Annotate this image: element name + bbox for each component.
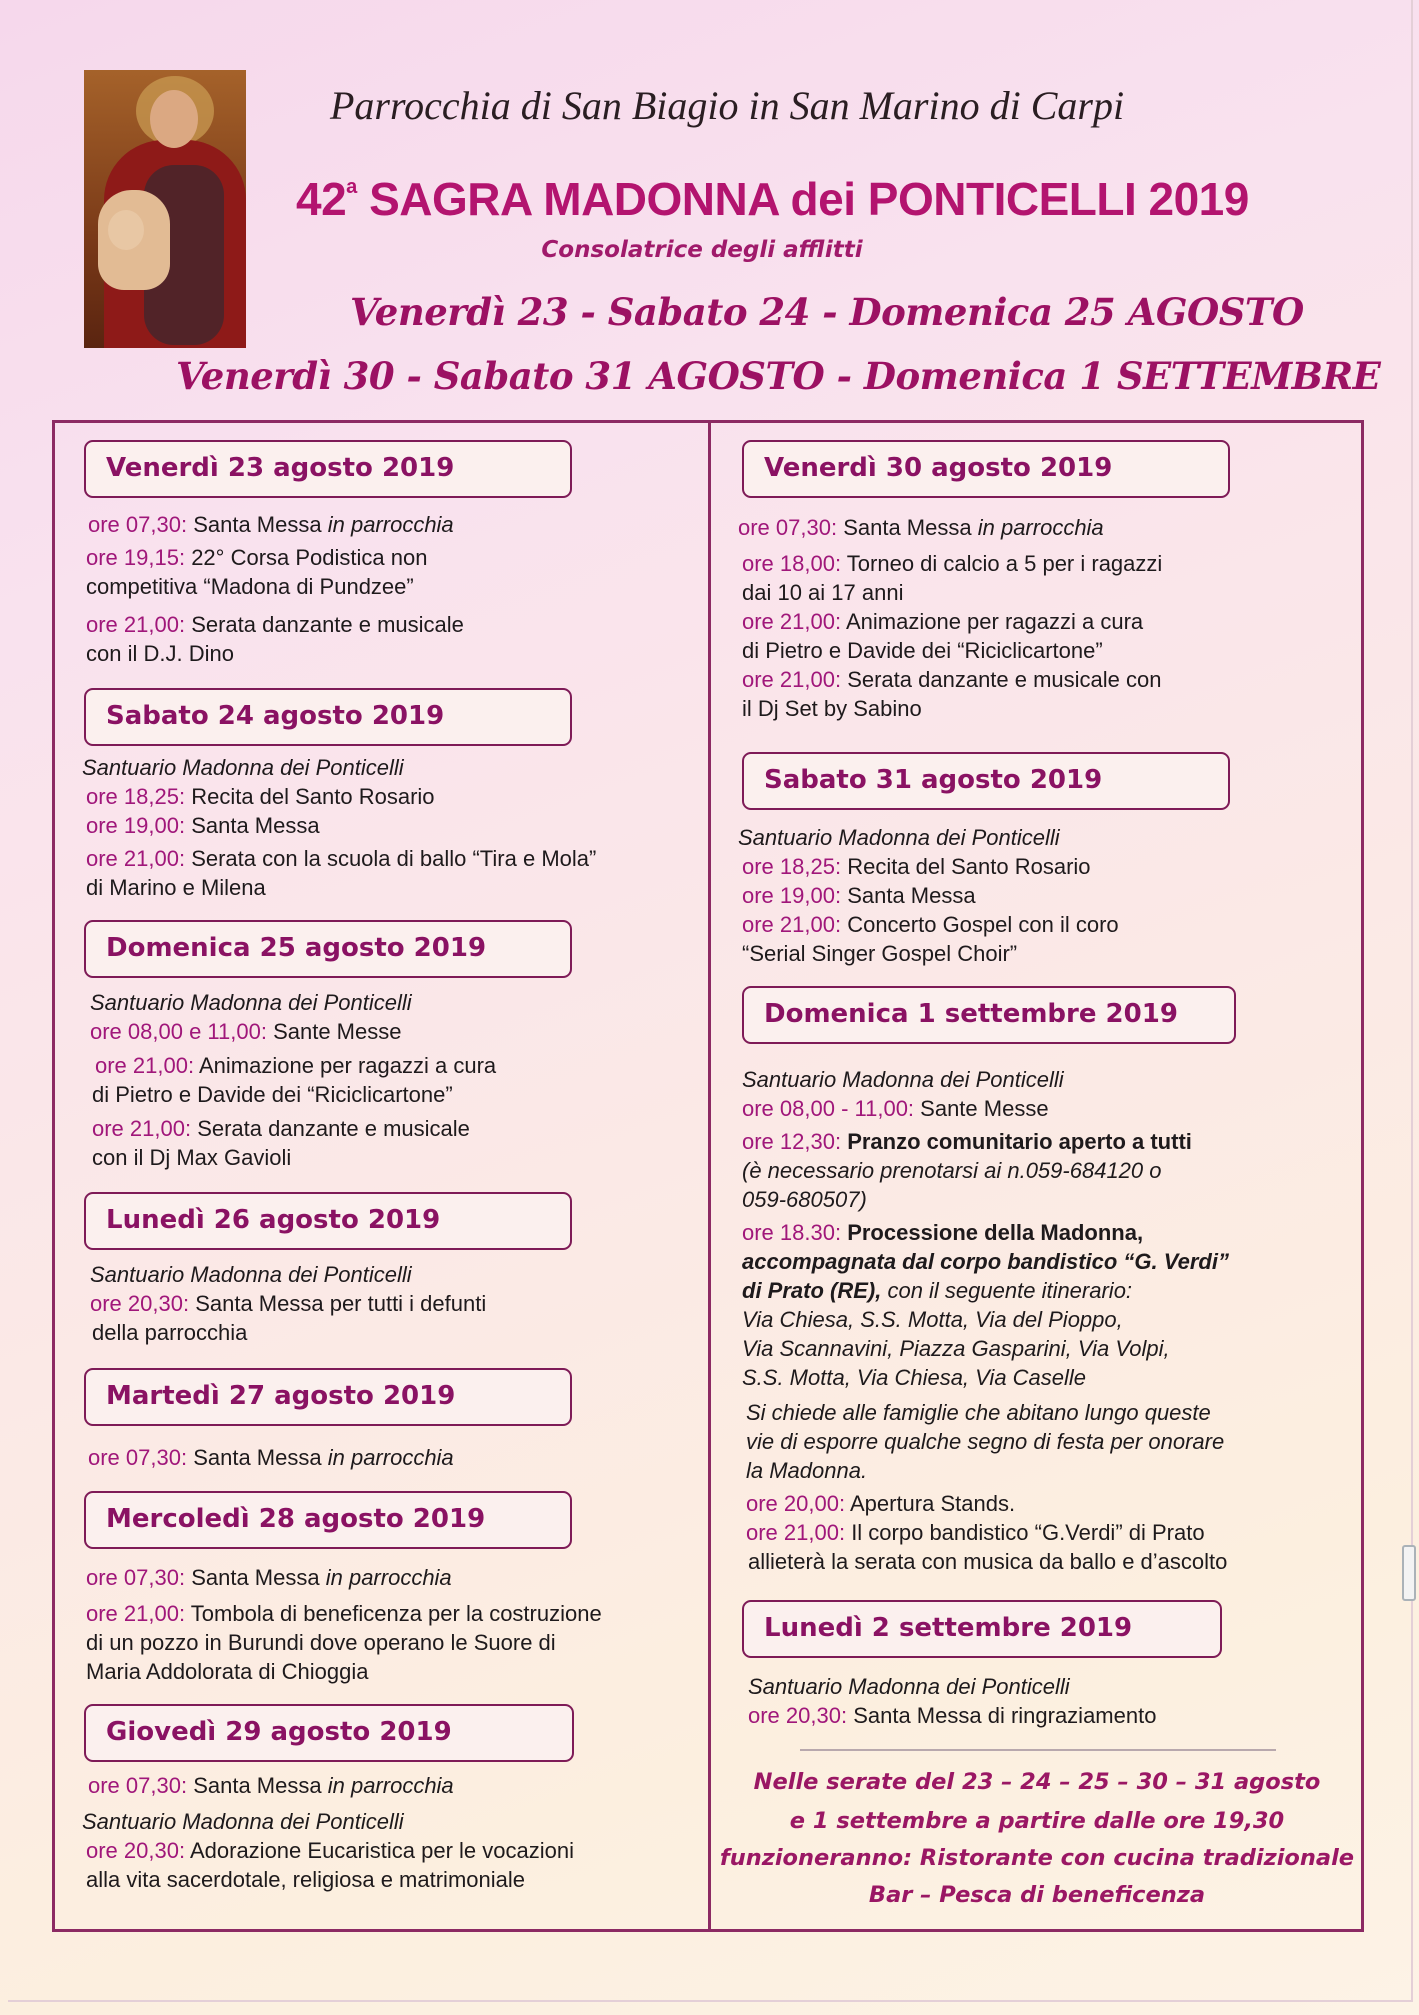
schedule-line: competitiva “Madona di Pundzee” [86, 574, 414, 599]
schedule-line: della parrocchia [92, 1320, 248, 1345]
dates-line-2: Venerdì 30 - Sabato 31 AGOSTO - Domenica 1 SETTEMBRE [176, 354, 1381, 398]
schedule-line: di Pietro e Davide dei “Riciclicartone” [742, 638, 1103, 663]
venue-line: Santuario Madonna dei Ponticelli [738, 825, 1060, 850]
schedule-line: ore 21,00: Serata con la scuola di ballo “Tira e Mola” [86, 846, 597, 871]
schedule-line: ore 21,00: Serata danzante e musicale [86, 612, 464, 637]
schedule-line: S.S. Motta, Via Chiesa, Via Caselle [742, 1365, 1087, 1390]
day-header: Mercoledì 28 agosto 2019 [84, 1491, 572, 1549]
schedule-line: ore 07,30: Santa Messa in parrocchia [86, 1565, 452, 1590]
schedule-line: Si chiede alle famiglie che abitano lungo queste [746, 1400, 1211, 1425]
venue-line: Santuario Madonna dei Ponticelli [90, 1262, 412, 1287]
schedule-line: ore 07,30: Santa Messa in parrocchia [88, 1445, 454, 1470]
schedule-line: ore 21,00: Tombola di beneficenza per la costruzione [86, 1601, 602, 1626]
day-header: Venerdì 30 agosto 2019 [742, 440, 1230, 498]
schedule-line: ore 07,30: Santa Messa in parrocchia [88, 512, 454, 537]
schedule-line: dai 10 ai 17 anni [742, 580, 904, 605]
schedule-line: ore 21,00: Serata danzante e musicale [92, 1116, 470, 1141]
schedule-line: vie di esporre qualche segno di festa per onorare [746, 1429, 1225, 1454]
schedule-line: accompagnata dal corpo bandistico “G. Verdi” [742, 1249, 1229, 1274]
day-header: Giovedì 29 agosto 2019 [84, 1704, 574, 1762]
schedule-line: la Madonna. [746, 1458, 868, 1483]
event-title: 42$^a$ SAGRA MADONNA dei PONTICELLI 2019 [296, 173, 1249, 225]
schedule-line: con il D.J. Dino [86, 641, 234, 666]
column-divider [708, 420, 711, 1932]
schedule-line: ore 12,30: Pranzo comunitario aperto a tutti [742, 1129, 1192, 1154]
schedule-line: ore 19,00: Santa Messa [86, 813, 320, 838]
schedule-line: di un pozzo in Burundi dove operano le Suore di [86, 1630, 556, 1655]
schedule-line: con il Dj Max Gavioli [92, 1145, 292, 1170]
schedule-line: di Pietro e Davide dei “Riciclicartone” [92, 1082, 453, 1107]
schedule-line: ore 18,25: Recita del Santo Rosario [742, 854, 1091, 879]
parish-name: Parrocchia di San Biagio in San Marino di Carpi [330, 83, 1125, 128]
venue-line: Santuario Madonna dei Ponticelli [742, 1067, 1064, 1092]
schedule-line: ore 21,00: Animazione per ragazzi a cura [95, 1053, 497, 1078]
venue-line: Santuario Madonna dei Ponticelli [82, 1809, 404, 1834]
schedule-line: ore 19,00: Santa Messa [742, 883, 976, 908]
schedule-line: ore 21,00: Serata danzante e musicale con [742, 667, 1162, 692]
schedule-line: Via Chiesa, S.S. Motta, Via del Pioppo, [742, 1307, 1123, 1332]
day-header: Sabato 24 agosto 2019 [84, 688, 572, 746]
schedule-line: ore 19,15: 22° Corsa Podistica non [86, 545, 428, 570]
schedule-line: “Serial Singer Gospel Choir” [742, 941, 1018, 966]
closing-note: e 1 settembre a partire dalle ore 19,30 [789, 1808, 1285, 1834]
venue-line: Santuario Madonna dei Ponticelli [748, 1674, 1070, 1699]
schedule-line: ore 08,00 - 11,00: Sante Messe [742, 1096, 1049, 1121]
scrollbar-handle[interactable] [1402, 1545, 1416, 1601]
schedule-line: ore 07,30: Santa Messa in parrocchia [88, 1773, 454, 1798]
dates-line-1: Venerdì 23 - Sabato 24 - Domenica 25 AGOSTO [350, 290, 1304, 334]
schedule-line: ore 20,30: Santa Messa di ringraziamento [748, 1703, 1157, 1728]
separator-line [800, 1749, 1276, 1751]
schedule-line: di Prato (RE), con il seguente itinerario: [742, 1278, 1133, 1303]
schedule-line: (è necessario prenotarsi ai n.059-684120 o [742, 1158, 1162, 1183]
schedule-line: ore 21,00: Concerto Gospel con il coro [742, 912, 1119, 937]
schedule-line: allieterà la serata con musica da ballo e d’ascolto [748, 1549, 1228, 1574]
schedule-line: ore 21,00: Animazione per ragazzi a cura [742, 609, 1144, 634]
day-header: Lunedì 26 agosto 2019 [84, 1192, 572, 1250]
closing-note: Bar – Pesca di beneficenza [868, 1882, 1206, 1908]
day-header: Sabato 31 agosto 2019 [742, 752, 1230, 810]
schedule-line: ore 08,00 e 11,00: Sante Messe [90, 1019, 402, 1044]
schedule-line: 059-680507) [742, 1187, 867, 1212]
day-header: Martedì 27 agosto 2019 [84, 1368, 572, 1426]
schedule-line: ore 18,25: Recita del Santo Rosario [86, 784, 435, 809]
madonna-painting-image [84, 70, 246, 348]
schedule-line: ore 20,30: Santa Messa per tutti i defunti [90, 1291, 487, 1316]
closing-note: funzioneranno: Ristorante con cucina tradizionale [719, 1845, 1355, 1871]
closing-note: Nelle serate del 23 – 24 – 25 – 30 – 31 agosto [753, 1769, 1321, 1795]
schedule-line: ore 20,00: Apertura Stands. [746, 1491, 1016, 1516]
day-header: Lunedì 2 settembre 2019 [742, 1600, 1222, 1658]
day-header: Venerdì 23 agosto 2019 [84, 440, 572, 498]
schedule-line: il Dj Set by Sabino [742, 696, 922, 721]
schedule-line: alla vita sacerdotale, religiosa e matrimoniale [86, 1867, 525, 1892]
venue-line: Santuario Madonna dei Ponticelli [90, 990, 412, 1015]
schedule-line: ore 21,00: Il corpo bandistico “G.Verdi” di Prato [746, 1520, 1205, 1545]
day-header: Domenica 1 settembre 2019 [742, 986, 1236, 1044]
event-subtitle: Consolatrice degli afflitti [541, 237, 863, 263]
schedule-line: Maria Addolorata di Chioggia [86, 1659, 369, 1684]
day-header: Domenica 25 agosto 2019 [84, 920, 572, 978]
schedule-line: ore 18,00: Torneo di calcio a 5 per i ragazzi [742, 551, 1163, 576]
schedule-line: ore 07,30: Santa Messa in parrocchia [738, 515, 1104, 540]
schedule-line: ore 20,30: Adorazione Eucaristica per le vocazioni [86, 1838, 574, 1863]
schedule-line: di Marino e Milena [86, 875, 266, 900]
venue-line: Santuario Madonna dei Ponticelli [82, 755, 404, 780]
schedule-line: Via Scannavini, Piazza Gasparini, Via Volpi, [742, 1336, 1170, 1361]
schedule-line: ore 18.30: Processione della Madonna, [742, 1220, 1144, 1245]
